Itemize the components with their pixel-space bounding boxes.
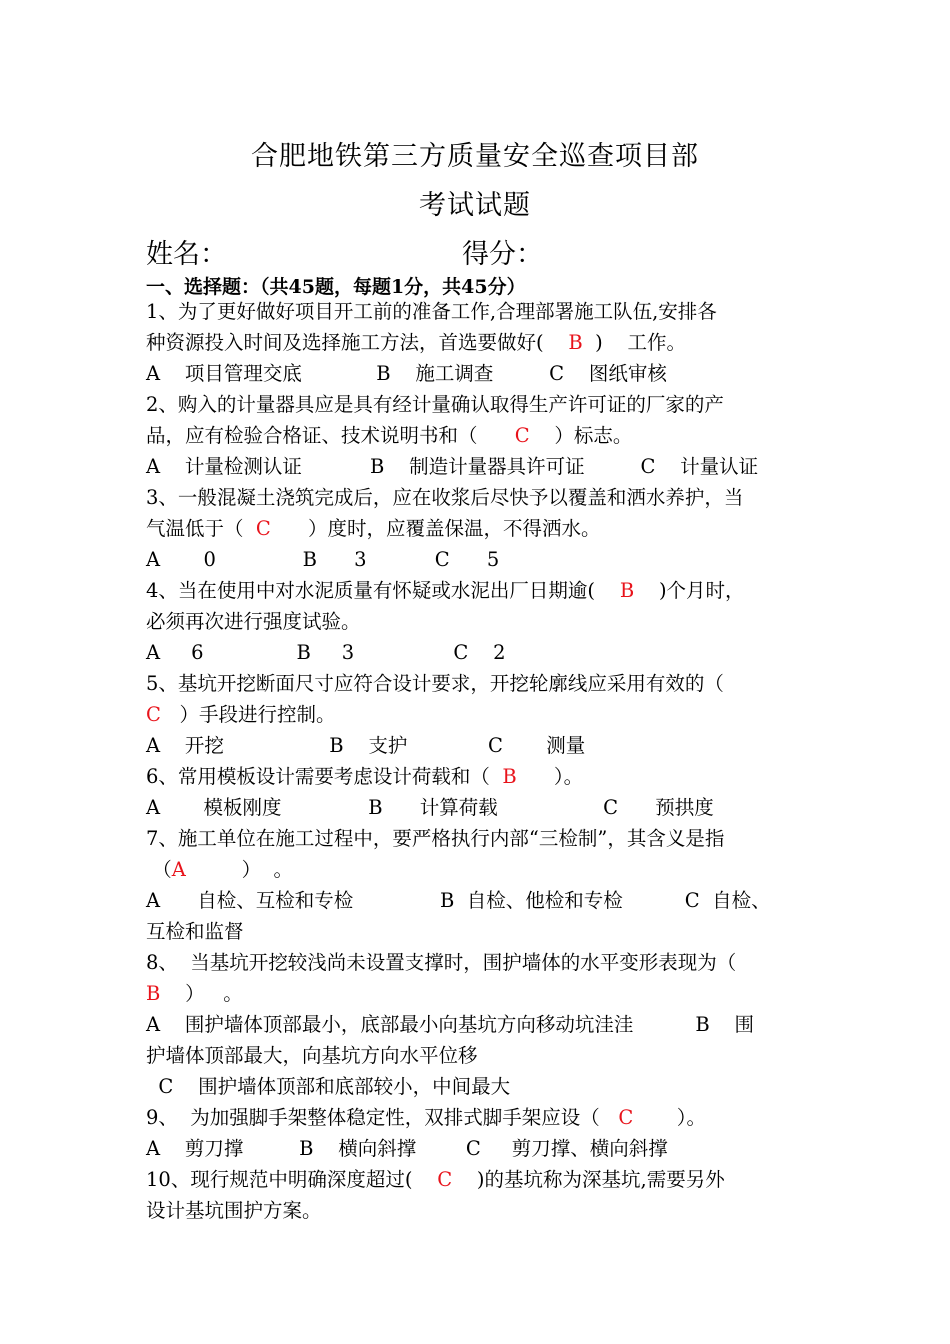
option-line: A 0 B 3 C 5 <box>146 548 500 571</box>
question-line: 5、基坑开挖断面尺寸应符合设计要求，开挖轮廓线应采用有效的（ <box>146 672 724 695</box>
answer-mark: C <box>618 1106 634 1129</box>
option-line: C 围护墙体顶部和底部较小，中间最大 <box>146 1075 511 1098</box>
question-line: 2、购入的计量器具应是具有经计量确认取得生产许可证的厂家的产 <box>146 393 724 416</box>
option-line: A 围护墙体顶部最小，底部最小向基坑方向移动坑洼洼 B 围 <box>146 1013 754 1036</box>
question-list <box>146 296 836 1226</box>
answer-mark: C <box>255 517 271 540</box>
answer-mark: A <box>171 858 186 881</box>
question-line: 10、现行规范中明确深度超过( C )的基坑称为深基坑,需要另外 <box>146 1168 725 1191</box>
question-line: C ）手段进行控制。 <box>146 703 336 726</box>
question-line: 必须再次进行强度试验。 <box>146 610 361 633</box>
question-line: 6、常用模板设计需要考虑设计荷载和（ B ）。 <box>146 765 584 788</box>
option-line: A 项目管理交底 B 施工调查 C 图纸审核 <box>146 362 667 385</box>
question-line: 种资源投入时间及选择施工方法，首选要做好( B ) 工作。 <box>146 331 687 354</box>
question-line: 气温低于（ C ）度时，应覆盖保温，不得洒水。 <box>146 517 601 540</box>
option-line: A 自检、互检和专检 B 自检、他检和专检 C 自检、 <box>146 889 771 912</box>
question-line: B ） 。 <box>146 982 243 1005</box>
option-line: A 开挖 B 支护 C 测量 <box>146 734 586 757</box>
answer-mark: B <box>568 331 583 354</box>
score-label: 得分： <box>462 239 543 270</box>
answer-mark: B <box>146 982 161 1005</box>
answer-mark: C <box>146 703 161 726</box>
option-line: A 剪刀撑 B 横向斜撑 C 剪刀撑、横向斜撑 <box>146 1137 668 1160</box>
question-line: 9、 为加强脚手架整体稳定性，双排式脚手架应设（ C ）。 <box>146 1106 706 1129</box>
doc-subtitle: 考试试题 <box>419 190 531 221</box>
question-line: 3、一般混凝土浇筑完成后，应在收浆后尽快予以覆盖和洒水养护，当 <box>146 486 744 509</box>
option-line: A 模板刚度 B 计算荷载 C 预拱度 <box>146 796 714 819</box>
answer-mark: C <box>437 1168 453 1191</box>
answer-mark: B <box>502 765 517 788</box>
question-line: （A ） 。 <box>146 858 293 881</box>
option-line: A 6 B 3 C 2 <box>146 641 506 664</box>
answer-mark: B <box>619 579 635 602</box>
option-line: A 计量检测认证 B 制造计量器具许可证 C 计量认证 <box>146 455 759 478</box>
question-line: 8、 当基坑开挖较浅尚未设置支撑时，围护墙体的水平变形表现为（ <box>146 951 737 974</box>
question-line: 7、施工单位在施工过程中，要严格执行内部“三检制”，其含义是指 <box>146 827 725 850</box>
option-line: 互检和监督 <box>146 920 244 943</box>
question-line: 4、当在使用中对水泥质量有怀疑或水泥出厂日期逾( B )个月时， <box>146 579 745 602</box>
question-line: 品，应有检验合格证、技术说明书和（ C ）标志。 <box>146 424 633 447</box>
name-label: 姓名： <box>146 239 227 270</box>
answer-mark: C <box>514 424 530 447</box>
doc-title: 合肥地铁第三方质量安全巡查项目部 <box>251 141 699 172</box>
option-line: 护墙体顶部最大，向基坑方向水平位移 <box>146 1044 478 1067</box>
question-line: 1、为了更好做好项目开工前的准备工作,合理部署施工队伍,安排各 <box>146 300 717 323</box>
section-heading: 一、选择题：（共45题，每题1分，共45分） <box>146 276 526 298</box>
question-line: 设计基坑围护方案。 <box>146 1199 322 1222</box>
